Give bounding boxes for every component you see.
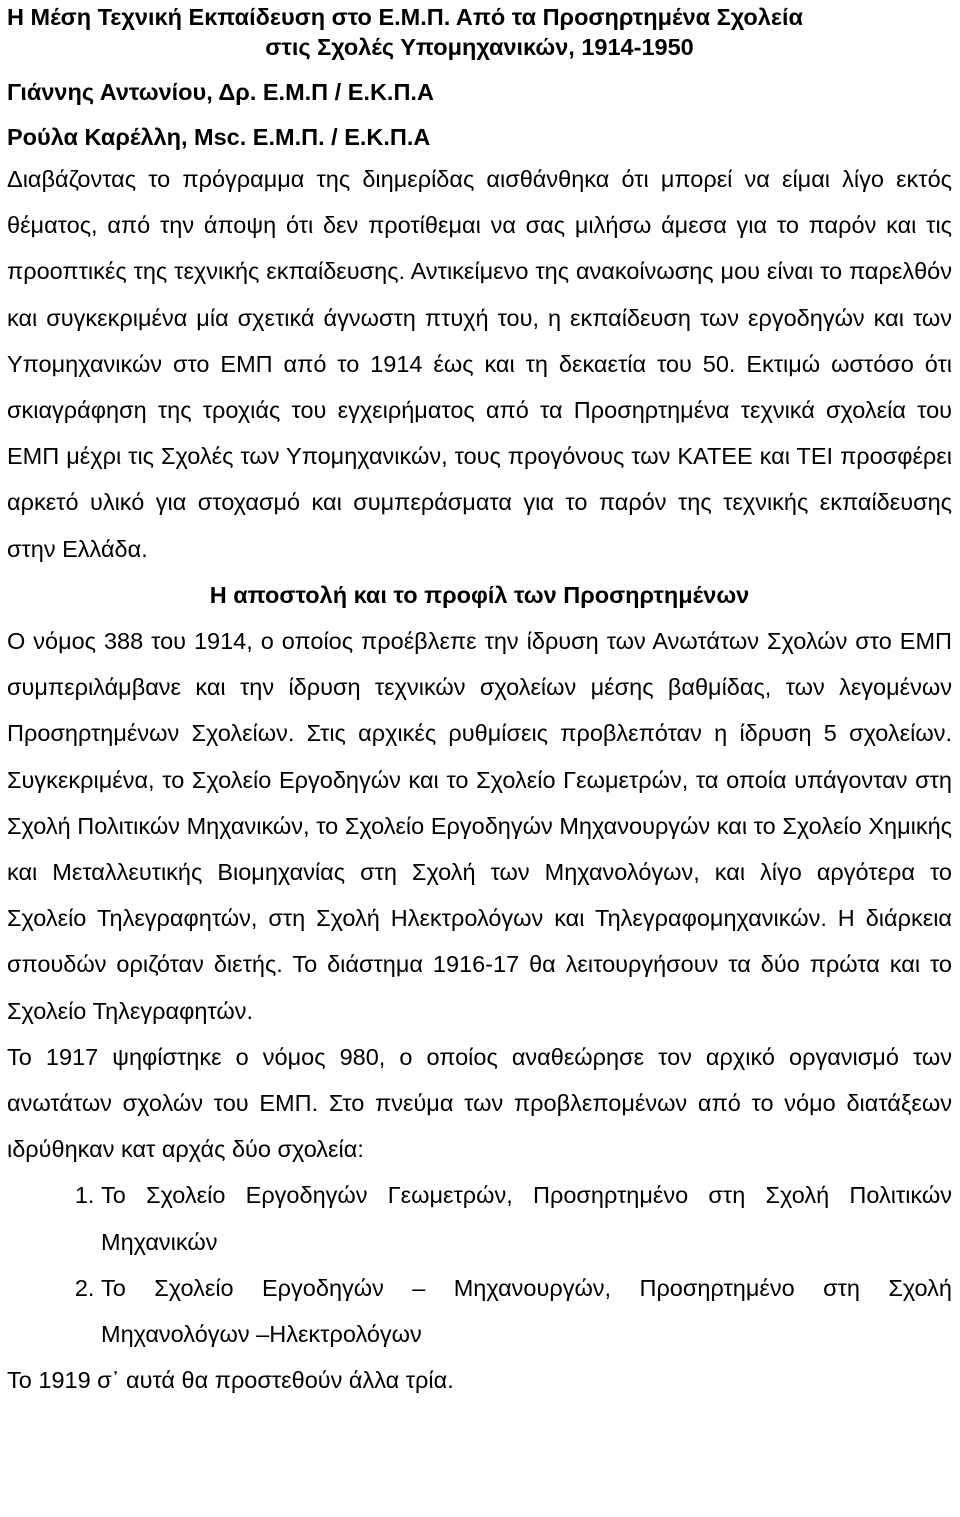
list-item: 2. Το Σχολείο Εργοδηγών – Μηχανουργών, Προσηρτημένο στη Σχολή Μηχανολόγων –Ηλεκτρολόγων [101, 1265, 952, 1357]
author-line-2: Ρούλα Καρέλλη, Msc. Ε.Μ.Π. / Ε.Κ.Π.Α [7, 124, 431, 150]
author-line-1: Γιάννης Αντωνίου, Δρ. Ε.Μ.Π / Ε.Κ.Π.Α [7, 79, 434, 105]
schools-list [7, 1172, 952, 1357]
title-line-2: στις Σχολές Υπομηχανικών, 1914-1950 [265, 34, 694, 60]
section-paragraph-2: Το 1917 ψηφίστηκε ο νόμος 980, ο οποίος αναθεώρησε τον αρχικό οργανισμό των ανωτάτων σχολών του ΕΜΠ. Στο πνεύμα των προβλεπομένων από το νόμο διατάξεων ιδρύθηκαν κατ αρχάς δύο σχολεία: [7, 1043, 952, 1163]
document-title [7, 2, 952, 62]
title-line-1: Η Μέση Τεχνική Εκπαίδευση στο Ε.Μ.Π. Από τα Προσηρτημένα Σχολεία [7, 4, 803, 30]
list-item: 1. Το Σχολείο Εργοδηγών Γεωμετρών, Προσηρτημένο στη Σχολή Πολιτικών Μηχανικών [101, 1172, 952, 1264]
section-heading: Η αποστολή και το προφίλ των Προσηρτημένων [209, 581, 750, 608]
document-page [0, 2, 960, 1517]
intro-paragraph: Διαβάζοντας το πρόγραμμα της διημερίδας αισθάνθηκα ότι μπορεί να είμαι λίγο εκτός θέματος, από την άποψη ότι δεν προτίθεμαι να σας μιλήσω άμεσα για το παρόν και τις προοπτικές της τεχνικής εκπαίδευσης. Αντικείμενο της ανακοίνωσης μου είναι το παρελθόν και συγκεκριμένα μία σχετικά άγνωστη πτυχή του, η εκπαίδευση των εργοδηγών και των Υπομηχανικών στο ΕΜΠ από το 1914 έως και τη δεκαετία του 50. Εκτιμώ ωστόσο ότι σκιαγράφηση της τροχιάς του εγχειρήματος από τα Προσηρτημένα τεχνικά σχολεία του ΕΜΠ μέχρι τις Σχολές των Υπομηχανικών, τους προγόνους των ΚΑΤΕΕ και ΤΕΙ προσφέρει αρκετό υλικό για στοχασμό και συμπεράσματα για το παρόν της τεχνικής εκπαίδευσης στην Ελλάδα. [7, 166, 952, 562]
closing-line: Το 1919 σ᾽ αυτά θα προστεθούν άλλα τρία. [7, 1367, 454, 1394]
section-paragraph-1: Ο νόμος 388 του 1914, ο οποίος προέβλεπε την ίδρυση των Ανωτάτων Σχολών στο ΕΜΠ συμπεριλάμβανε και την ίδρυση τεχνικών σχολείων μέσης βαθμίδας, των λεγομένων Προσηρτημένων Σχολείων. Στις αρχικές ρυθμίσεις προβλεπόταν η ίδρυση 5 σχολείων. Συγκεκριμένα, το Σχολείο Εργοδηγών και το Σχολείο Γεωμετρών, τα οποία υπάγονταν στη Σχολή Πολιτικών Μηχανικών, το Σχολείο Εργοδηγών Μηχανουργών και το Σχολείο Χημικής και Μεταλλευτικής Βιομηχανίας στη Σχολή των Μηχανολόγων, και λίγο αργότερα το Σχολείο Τηλεγραφητών, στη Σχολή Ηλεκτρολόγων και Τηλεγραφομηχανικών. Η διάρκεια σπουδών οριζόταν διετής. Το διάστημα 1916-17 θα λειτουργήσουν τα δύο πρώτα και το Σχολείο Τηλεγραφητών. [7, 628, 952, 1024]
